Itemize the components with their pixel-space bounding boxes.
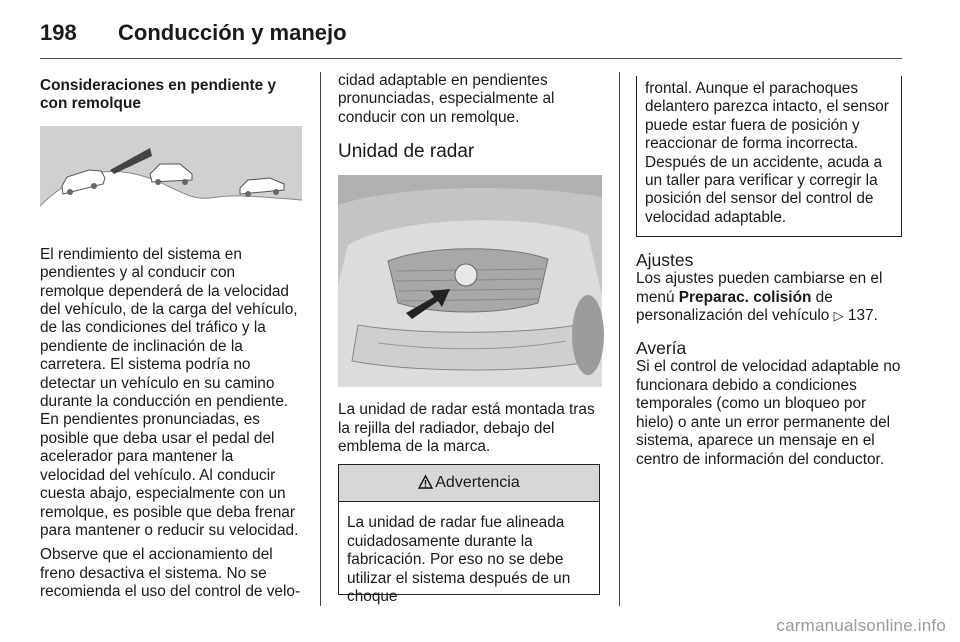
page-reference-icon: ▷ <box>833 308 844 324</box>
ajustes-heading: Ajustes <box>636 250 694 271</box>
warning-box-continued: frontal. Aunque el parachoques delantero parezca intacto, el sensor puede estar fuera de posición y reaccionar de forma incorrecta. Después de un accidente, acuda a un taller para verificar y corregir la posición del sensor del control de velocidad adaptable. <box>636 76 902 237</box>
page-header <box>40 14 900 54</box>
radar-unit-illustration <box>338 175 602 387</box>
column-separator <box>619 72 620 606</box>
column-3 <box>636 76 902 475</box>
slope-illustration <box>40 126 302 232</box>
warning-box <box>338 464 600 606</box>
warning-triangle-icon <box>418 475 433 489</box>
watermark: carmanualsonline.info <box>776 616 946 635</box>
column-1 <box>40 72 302 608</box>
paragraph: Observe que el accionamiento del freno desactiva el sistema. No se recomienda el uso del control de velo- <box>40 546 301 601</box>
column-2 <box>338 72 602 606</box>
warning-body: La unidad de radar fue alineada cuidadosamente durante la fabricación. Por eso no se debe utilizar el sistema después de un choque <box>347 514 571 606</box>
header-rule <box>40 58 902 59</box>
warning-header <box>339 465 599 502</box>
page-reference: 137. <box>847 307 878 325</box>
averia-paragraph: Si el control de velocidad adaptable no funcionara debido a condiciones temporales (como un bloqueo por hielo) o ante un error permanente del sistema, aparece un mensaje en el centro de información del conductor. <box>636 358 901 468</box>
paragraph: La unidad de radar está montada tras la rejilla del radiador, debajo del emblema de la marca. <box>338 401 595 456</box>
paragraph: cidad adaptable en pendientes pronunciadas, especialmente al conducir con un remolque. <box>338 72 555 126</box>
averia-heading: Avería <box>636 338 687 359</box>
page-number: 198 <box>40 20 77 45</box>
menu-item-reference: Preparac. colisión <box>678 288 812 306</box>
section-heading: Unidad de radar <box>338 141 475 163</box>
warning-title: Advertencia <box>435 474 520 492</box>
paragraph: El rendimiento del sistema en pendientes y al conducir con remolque dependerá de la velocidad del vehículo, de la carga del vehículo, de las condiciones del tráfico y la pendiente de inclinación de la carretera. El sistema podría no detectar un vehículo en su camino durante la conducción en pendiente. En pendientes pronunciadas, es posible que deba usar el pedal del acelerador para mantener la velocidad del vehículo. Al conducir cuesta abajo, especialmente con un remolque, es posible que deba frenar para mantener o reducir su velocidad. <box>40 245 299 539</box>
page-title: Conducción y manejo <box>118 20 347 45</box>
section-subheading: Consideraciones en pendiente y con remolque <box>40 77 277 113</box>
ajustes-paragraph: Los ajustes pueden cambiarse en el menú Preparac. colisión de personalización del vehículo ▷ 137. <box>636 270 883 325</box>
column-separator <box>320 72 321 606</box>
